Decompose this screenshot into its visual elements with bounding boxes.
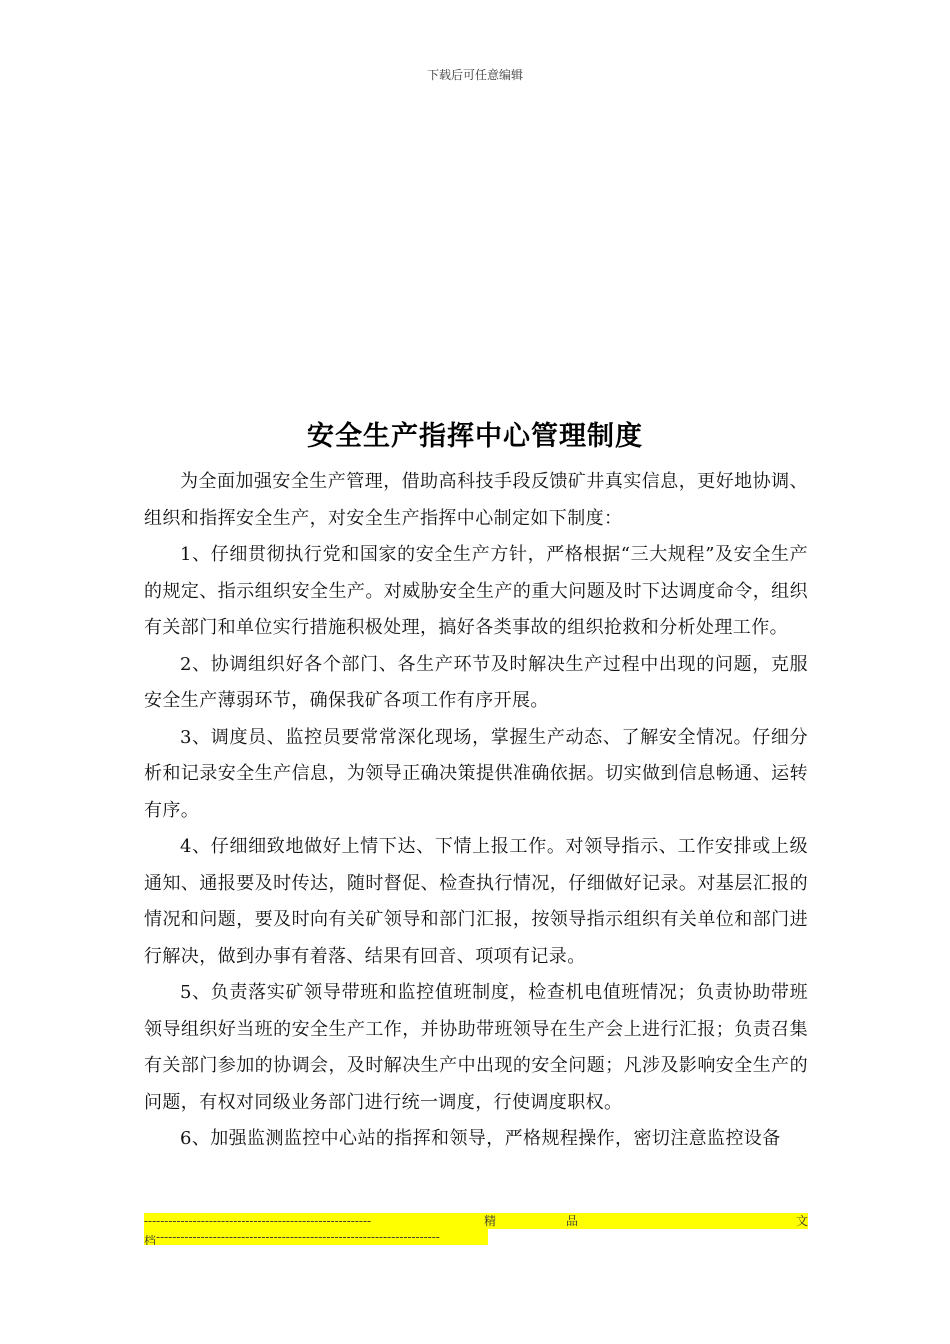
footer-watermark-line-1 [144, 1213, 808, 1229]
footer-watermark-line-2 [144, 1229, 488, 1245]
clause-6-paragraph: 6、加强监测监控中心站的指挥和领导，严格规程操作，密切注意监控设备 [180, 1128, 781, 1149]
footer-char-wen: 文 [795, 1214, 808, 1228]
footer-dashes-right: ---------------------------------------------------------------------- [156, 1230, 440, 1244]
clause-5-paragraph: 5、负责落实矿领导带班和监控值班制度，检查机电值班情况；负责协助带班领导组织好当班的安全生产工作，并协助带班领导在生产会上进行汇报；负责召集有关部门参加的协调会，及时解决生产中出现的安全问题；凡涉及影响安全生产的问题，有权对同级业务部门进行统一调度，行使调度职权。 [144, 982, 808, 1113]
footer-char-jing: 精 [484, 1214, 497, 1228]
footer-char-dang: 档 [144, 1234, 157, 1245]
page-header-note: 下载后可任意编辑 [426, 68, 523, 82]
intro-paragraph: 为全面加强安全生产管理，借助高科技手段反馈矿井真实信息，更好地协调、组织和指挥安全生产，对安全生产指挥中心制定如下制度： [144, 471, 808, 529]
document-title: 安全生产指挥中心管理制度 [307, 421, 643, 452]
clause-3-paragraph: 3、调度员、监控员要常常深化现场，掌握生产动态、了解安全情况。仔细分析和记录安全生产信息，为领导正确决策提供准确依据。切实做到信息畅通、运转有序。 [144, 726, 808, 821]
footer-dashes-left: -------------------------------------------------------- [144, 1214, 372, 1228]
document-body [144, 464, 808, 1158]
clause-4-paragraph: 4、仔细细致地做好上情下达、下情上报工作。对领导指示、工作安排或上级通知、通报要及时传达，随时督促、检查执行情况，仔细做好记录。对基层汇报的情况和问题，要及时向有关矿领导和部门汇报，按领导指示组织有关单位和部门进行解决，做到办事有着落、结果有回音、项项有记录。 [144, 836, 808, 967]
clause-1-paragraph: 1、仔细贯彻执行党和国家的安全生产方针，严格根据“三大规程”及安全生产的规定、指示组织安全生产。对威胁安全生产的重大问题及时下达调度命令，组织有关部门和单位实行措施积极处理，搞好各类事故的组织抢救和分析处理工作。 [144, 544, 808, 638]
footer-char-pin: 品 [566, 1214, 579, 1228]
clause-2-paragraph: 2、协调组织好各个部门、各生产环节及时解决生产过程中出现的问题，克服安全生产薄弱环节，确保我矿各项工作有序开展。 [144, 653, 808, 711]
